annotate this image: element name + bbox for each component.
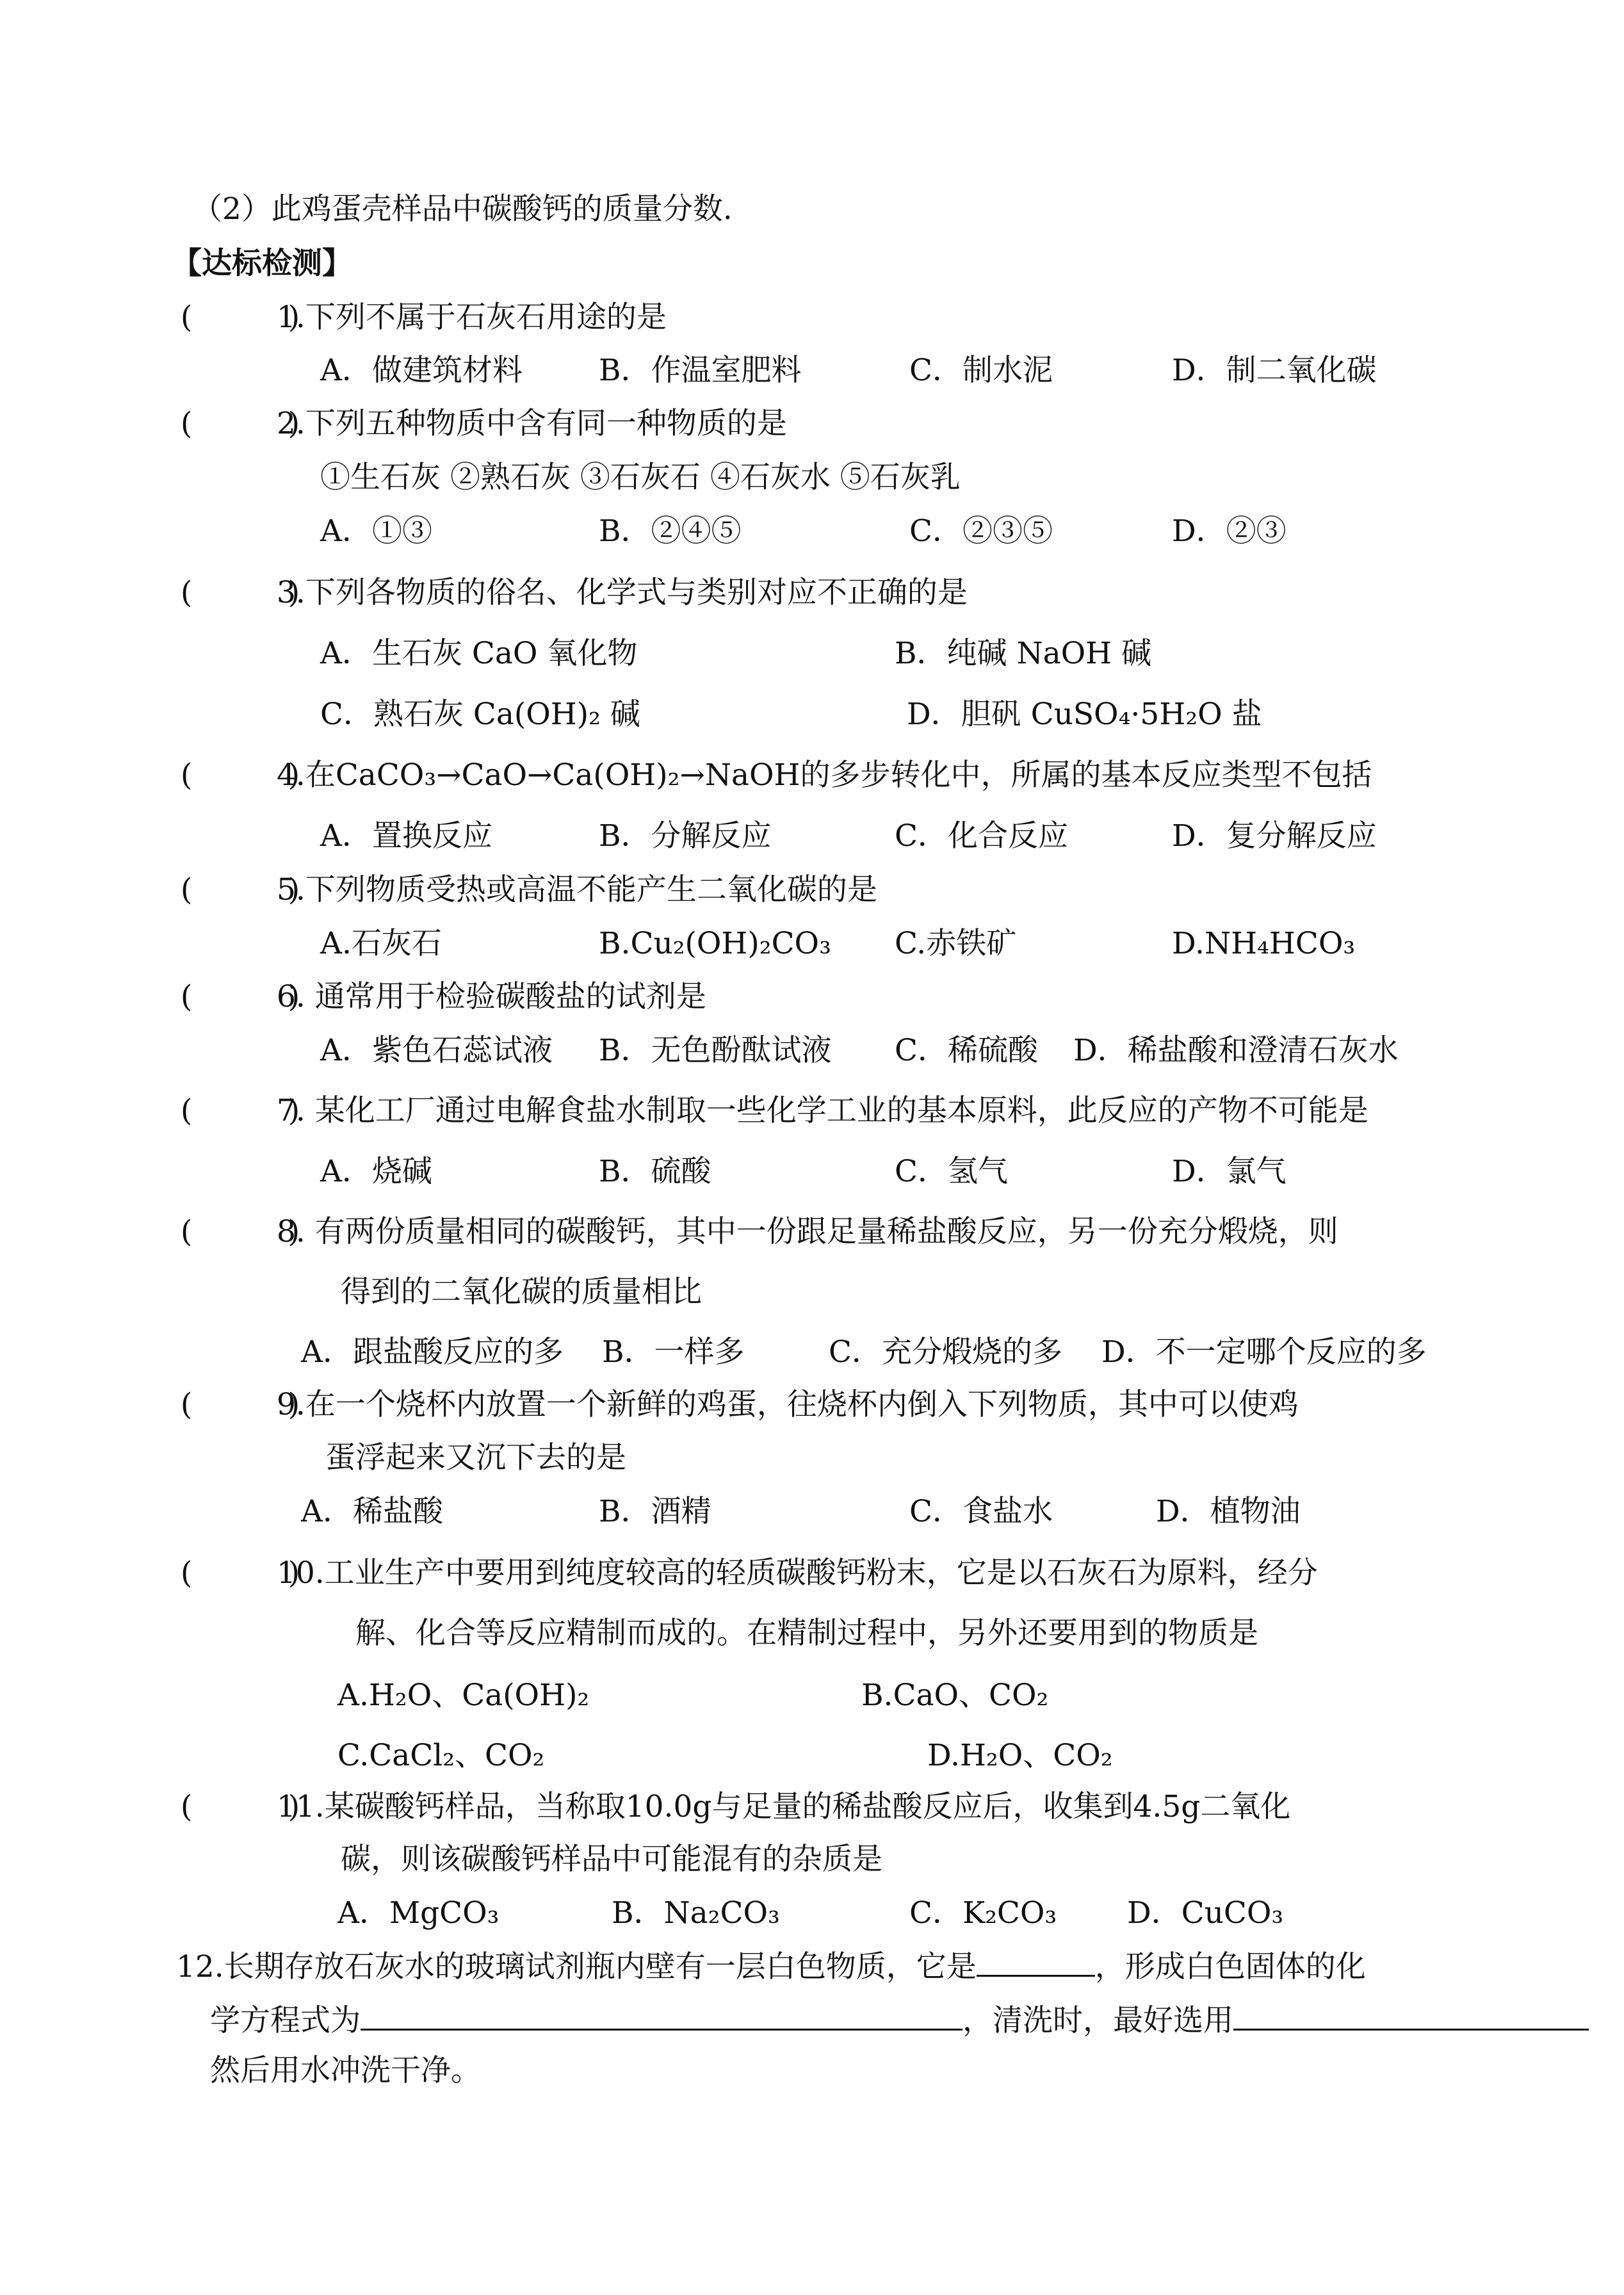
question-stem: 1.下列不属于石灰石用途的是 xyxy=(277,300,667,335)
answer-paren[interactable]: ( ) xyxy=(181,300,300,335)
q12-text-part4: ，清洗时，最好选用 xyxy=(962,2003,1233,2038)
option-c: C．②③⑤ xyxy=(909,514,1053,549)
answer-paren[interactable]: ( ) xyxy=(181,1789,300,1824)
question-stem-continued: 解、化合等反应精制而成的。在精制过程中，另外还要用到的物质是 xyxy=(355,1616,1258,1651)
option-b: B.Cu₂(OH)₂CO₃ xyxy=(599,926,831,961)
answer-paren[interactable]: ( ) xyxy=(181,1387,300,1422)
q12-blank-white-substance[interactable] xyxy=(977,1948,1095,1977)
option-a: A．紫色石蕊试液 xyxy=(320,1033,553,1068)
question-stem-continued: 得到的二氧化碳的质量相比 xyxy=(341,1274,702,1310)
option-a: A．做建筑材料 xyxy=(320,353,523,388)
question-stem: 10.工业生产中要用到纯度较高的轻质碳酸钙粉末，它是以石灰石为原料，经分 xyxy=(277,1555,1318,1591)
answer-paren[interactable]: ( ) xyxy=(181,1214,300,1249)
section-title: 【达标检测】 xyxy=(172,246,352,281)
option-c: C．氢气 xyxy=(895,1154,1008,1189)
question-stem-continued: 碳，则该碳酸钙样品中可能混有的杂质是 xyxy=(341,1842,882,1877)
option-c: C．充分煅烧的多 xyxy=(829,1334,1062,1370)
option-b: B．②④⑤ xyxy=(599,514,742,549)
option-c: C.CaCl₂、CO₂ xyxy=(337,1738,545,1773)
option-b: B．分解反应 xyxy=(599,818,772,854)
option-c: C．食盐水 xyxy=(909,1494,1053,1529)
question-stem: 9.在一个烧杯内放置一个新鲜的鸡蛋，往烧杯内倒入下列物质，其中可以使鸡 xyxy=(277,1387,1299,1422)
option-d: D．稀盐酸和澄清石灰水 xyxy=(1073,1033,1399,1068)
q12-blank-chemical-equation[interactable] xyxy=(361,2002,962,2031)
option-a: A．生石灰 CaO 氧化物 xyxy=(320,636,638,671)
question-stem: 2.下列五种物质中含有同一种物质的是 xyxy=(277,406,787,441)
option-a: A．稀盐酸 xyxy=(301,1494,443,1529)
option-a: A.石灰石 xyxy=(320,926,442,961)
option-b: B．一样多 xyxy=(602,1334,745,1370)
option-d: D．不一定哪个反应的多 xyxy=(1101,1334,1427,1370)
question-stem: 3.下列各物质的俗名、化学式与类别对应不正确的是 xyxy=(277,575,968,610)
q12-text-part5: 然后用水冲洗干净。 xyxy=(210,2053,481,2088)
answer-paren[interactable]: ( ) xyxy=(181,872,300,907)
option-a: A．①③ xyxy=(320,514,432,549)
option-d: D．制二氧化碳 xyxy=(1172,353,1377,388)
question-stem: 8. 有两份质量相同的碳酸钙，其中一份跟足量稀盐酸反应，另一份充分煅烧，则 xyxy=(277,1214,1338,1249)
option-d: D．复分解反应 xyxy=(1172,818,1377,854)
question-stem: 11.某碳酸钙样品，当称取10.0g与足量的稀盐酸反应后，收集到4.5g二氧化 xyxy=(277,1789,1291,1824)
option-c: C．化合反应 xyxy=(895,818,1068,854)
option-c: C．K₂CO₃ xyxy=(909,1895,1057,1931)
answer-paren[interactable]: ( ) xyxy=(181,758,300,793)
option-b: B．无色酚酞试液 xyxy=(599,1033,832,1068)
option-a: A．烧碱 xyxy=(320,1154,432,1189)
option-b: B．酒精 xyxy=(599,1494,711,1529)
option-b: B．硫酸 xyxy=(599,1154,711,1189)
question-sub-list: ①生石灰 ②熟石灰 ③石灰石 ④石灰水 ⑤石灰乳 xyxy=(320,460,961,495)
option-d: D．胆矾 CuSO₄·5H₂O 盐 xyxy=(907,697,1262,732)
option-c: C.赤铁矿 xyxy=(895,926,1017,961)
option-b: B．作温室肥料 xyxy=(599,353,802,388)
option-d: D．CuCO₃ xyxy=(1127,1895,1284,1931)
q12-text-part2: ，形成白色固体的化 xyxy=(1094,1949,1366,1984)
answer-paren[interactable]: ( ) xyxy=(181,1555,300,1591)
option-c: C．稀硫酸 xyxy=(895,1033,1038,1068)
question-stem: 7. 某化工厂通过电解食盐水制取一些化学工业的基本原料，此反应的产物不可能是 xyxy=(277,1093,1368,1128)
q12-blank-cleaning-agent[interactable] xyxy=(1233,2002,1589,2031)
option-d: D．氯气 xyxy=(1172,1154,1287,1189)
question-stem: 4.在CaCO₃→CaO→Ca(OH)₂→NaOH的多步转化中，所属的基本反应类型不包括 xyxy=(277,758,1372,793)
option-c: C．制水泥 xyxy=(909,353,1053,388)
option-d: D.H₂O、CO₂ xyxy=(927,1738,1113,1773)
answer-paren[interactable]: ( ) xyxy=(181,406,300,441)
q12-text-part1: 12.长期存放石灰水的玻璃试剂瓶内壁有一层白色物质，它是 xyxy=(176,1949,977,1984)
question-stem: 6. 通常用于检验碳酸盐的试剂是 xyxy=(277,979,706,1014)
answer-paren[interactable]: ( ) xyxy=(181,575,300,610)
option-d: D．植物油 xyxy=(1156,1494,1301,1529)
answer-paren[interactable]: ( ) xyxy=(181,1093,300,1128)
option-b: B．纯碱 NaOH 碱 xyxy=(895,636,1152,671)
option-b: B.CaO、CO₂ xyxy=(861,1678,1049,1713)
option-c: C．熟石灰 Ca(OH)₂ 碱 xyxy=(320,697,640,732)
option-a: A.H₂O、Ca(OH)₂ xyxy=(337,1678,590,1713)
intro-text: （2）此鸡蛋壳样品中碳酸钙的质量分数. xyxy=(192,191,733,227)
option-a: A．跟盐酸反应的多 xyxy=(301,1334,564,1370)
question-stem: 5.下列物质受热或高温不能产生二氧化碳的是 xyxy=(277,872,877,907)
answer-paren[interactable]: ( ) xyxy=(181,979,300,1014)
q12-text-part3: 学方程式为 xyxy=(210,2003,361,2038)
option-d: D.NH₄HCO₃ xyxy=(1172,926,1356,961)
option-a: A．置换反应 xyxy=(320,818,492,854)
question-stem-continued: 蛋浮起来又沉下去的是 xyxy=(325,1440,626,1475)
option-d: D．②③ xyxy=(1172,514,1287,549)
option-b: B．Na₂CO₃ xyxy=(612,1895,780,1931)
option-a: A．MgCO₃ xyxy=(337,1895,499,1931)
